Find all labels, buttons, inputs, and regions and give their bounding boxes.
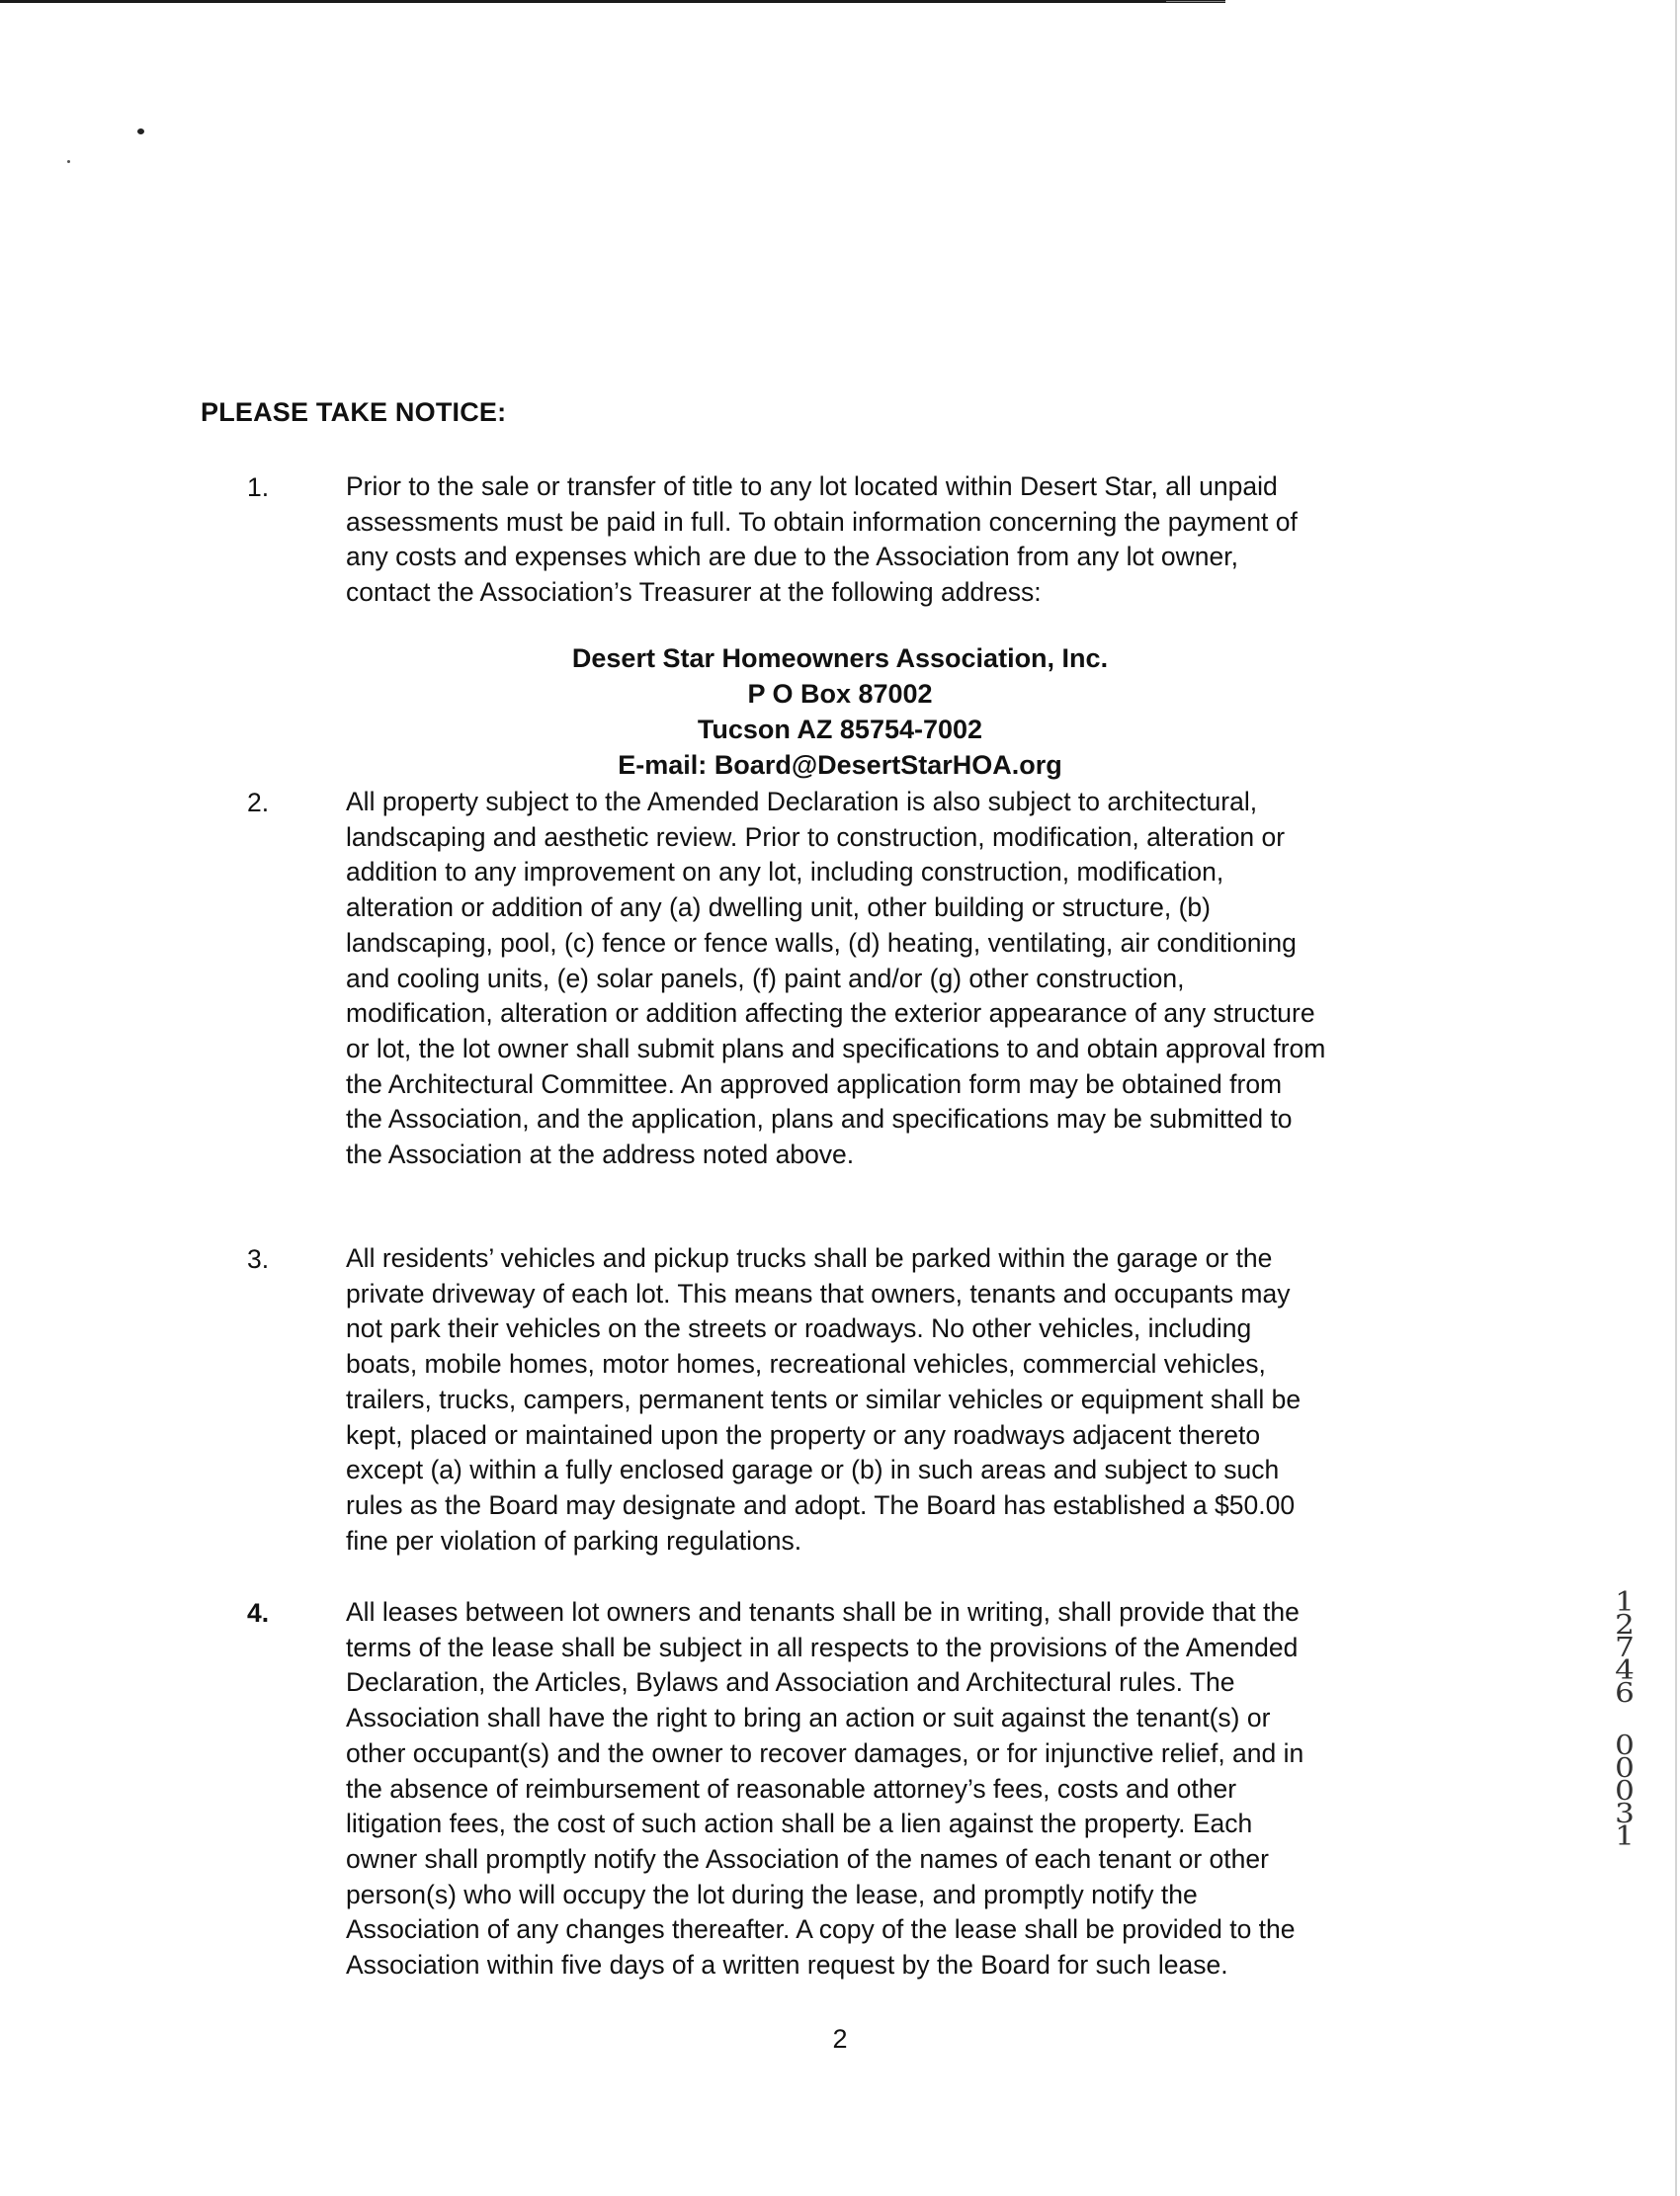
text-line: Prior to the sale or transfer of title to any lot located within Desert Star, all unpaid	[346, 471, 1278, 501]
association-name: Desert Star Homeowners Association, Inc.	[571, 643, 1109, 673]
stamp-digit: 1	[1615, 1821, 1635, 1852]
association-address	[346, 640, 1334, 783]
text-line: the absence of reimbursement of reasonable attorney’s fees, costs and other	[346, 1773, 1237, 1804]
stamp-digit: 4	[1615, 1655, 1635, 1686]
stamp-digit: 6	[1615, 1678, 1635, 1709]
scan-speck	[67, 160, 70, 163]
email-line	[346, 747, 1334, 783]
top-rule-faint	[1166, 1, 1225, 2]
text-line: addition to any improvement on any lot, including construction, modification,	[346, 857, 1224, 887]
top-rule	[0, 0, 1225, 3]
text-line: fine per violation of parking regulations.	[346, 1525, 802, 1556]
text-line: private driveway of each lot. This means that owners, tenants and occupants may	[346, 1278, 1291, 1309]
text-line: terms of the lease shall be subject in all respects to the provisions of the Amended	[346, 1632, 1299, 1662]
item-number: 3.	[247, 1244, 270, 1274]
text-line: any costs and expenses which are due to the Association from any lot owner,	[346, 542, 1238, 572]
text-line: rules as the Board may designate and adopt. The Board has established a $50.00	[346, 1489, 1296, 1520]
stamp-digit: 3	[1615, 1799, 1635, 1829]
stamp-digit: 7	[1615, 1633, 1635, 1663]
text-line: landscaping, pool, (c) fence or fence walls, (d) heating, ventilating, air conditioning	[346, 927, 1297, 958]
text-line: litigation fees, the cost of such action shall be a lien against the property. Each	[346, 1809, 1253, 1839]
text-line: other occupant(s) and the owner to recover damages, or for injunctive relief, and in	[346, 1737, 1304, 1768]
text-line: trailers, trucks, campers, permanent tents or similar vehicles or equipment shall be	[346, 1384, 1302, 1414]
text-line: the Association at the address noted above.	[346, 1140, 855, 1170]
item-number: 4.	[247, 1598, 270, 1628]
stamp-digit: 1	[1615, 1587, 1635, 1618]
text-line: Association shall have the right to bring an action or suit against the tenant(s) or	[346, 1703, 1271, 1733]
stamp-digit: 0	[1615, 1731, 1635, 1761]
item-number: 2.	[247, 788, 270, 817]
text-line: alteration or addition of any (a) dwelling unit, other building or structure, (b)	[346, 892, 1211, 923]
notice-heading: PLEASE TAKE NOTICE:	[201, 397, 507, 427]
text-line: landscaping and aesthetic review. Prior to construction, modification, alteration or	[346, 821, 1286, 852]
text-line: the Association, and the application, plans and specifications may be submitted to	[346, 1104, 1293, 1135]
text-line: All property subject to the Amended Declaration is also subject to architectural,	[346, 787, 1258, 816]
scan-edge-line	[1675, 0, 1677, 2196]
stamp-digit: 2	[1615, 1610, 1635, 1641]
item-text	[346, 1241, 1492, 1559]
text-line: boats, mobile homes, motor homes, recreational vehicles, commercial vehicles,	[346, 1349, 1266, 1380]
item-text	[346, 1595, 1492, 1984]
city-state-zip: Tucson AZ 85754-7002	[697, 715, 983, 744]
item-text	[346, 785, 1492, 1173]
text-line: owner shall promptly notify the Association of the names of each tenant or other	[346, 1843, 1269, 1874]
page-number: 2	[832, 2024, 848, 2054]
text-line: kept, placed or maintained upon the property or any roadways adjacent thereto	[346, 1419, 1261, 1450]
text-line: Association of any changes thereafter. A copy of the lease shall be provided to the	[346, 1914, 1296, 1945]
item-text	[346, 469, 1492, 611]
text-line: Association within five days of a written request by the Board for such lease.	[346, 1950, 1228, 1981]
stamp-digit: 0	[1615, 1776, 1635, 1807]
email-label: E-mail:	[618, 750, 708, 780]
text-line: not park their vehicles on the streets or roadways. No other vehicles, including	[346, 1313, 1252, 1344]
text-line: person(s) who will occupy the lot during the lease, and promptly notify the	[346, 1879, 1198, 1909]
text-line: contact the Association’s Treasurer at the following address:	[346, 577, 1042, 608]
text-line: or lot, the lot owner shall submit plans and specifications to and obtain approval from	[346, 1033, 1326, 1063]
text-line: assessments must be paid in full. To obtain information concerning the payment of	[346, 506, 1298, 537]
email-address[interactable]: Board@DesertStarHOA.org	[714, 750, 1062, 780]
text-line: except (a) within a fully enclosed garage or (b) in such areas and subject to such	[346, 1455, 1280, 1485]
text-line: All leases between lot owners and tenants shall be in writing, shall provide that the	[346, 1597, 1300, 1627]
text-line: and cooling units, (e) solar panels, (f) paint and/or (g) other construction,	[346, 963, 1185, 993]
text-line: Declaration, the Articles, Bylaws and Association and Architectural rules. The	[346, 1667, 1235, 1698]
po-box: P O Box 87002	[747, 679, 933, 709]
text-line: the Architectural Committee. An approved application form may be obtained from	[346, 1068, 1283, 1099]
scan-speck	[137, 128, 144, 134]
text-line: All residents’ vehicles and pickup trucks shall be parked within the garage or the	[346, 1243, 1273, 1273]
text-line: modification, alteration or addition affecting the exterior appearance of any structure	[346, 998, 1315, 1029]
item-number: 1.	[247, 472, 270, 502]
stamp-digit: 0	[1615, 1753, 1635, 1784]
recording-number-stamp	[1613, 1587, 1637, 1852]
